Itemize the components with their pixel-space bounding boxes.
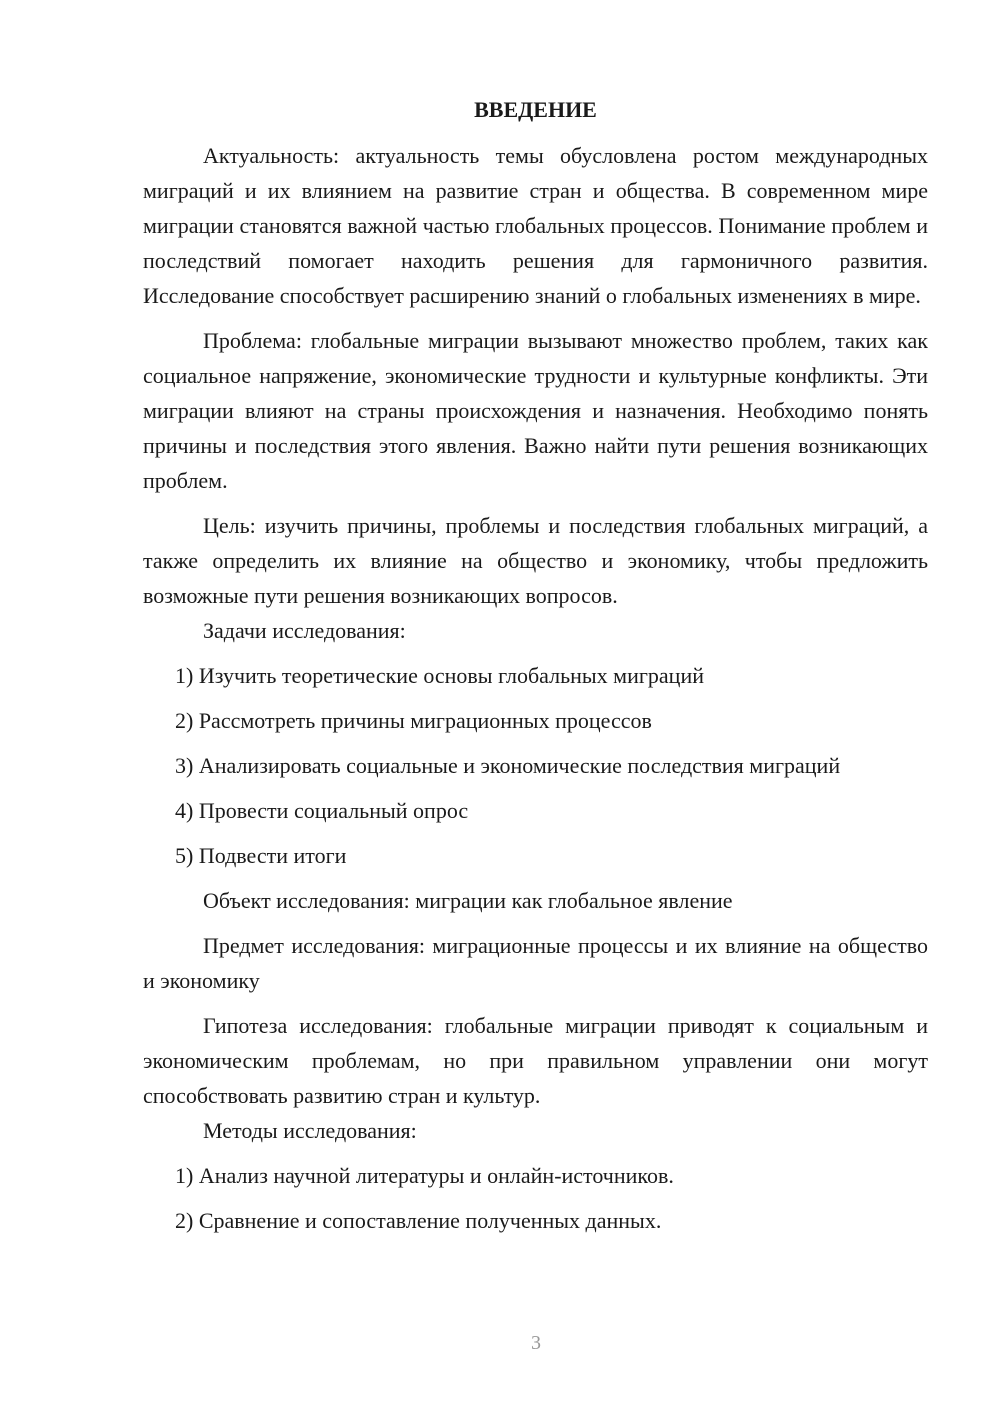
goal-paragraph: Цель: изучить причины, проблемы и последствия глобальных миграций, а также определить их влияние на общество и экономику, чтобы предложить возможные пути решения возникающих вопросов. xyxy=(143,513,928,608)
tasks-list xyxy=(143,658,928,873)
subject-paragraph: Предмет исследования: миграционные процессы и их влияние на общество и экономику xyxy=(143,933,928,993)
list-item: 5) Подвести итоги xyxy=(175,843,347,868)
page-number: 3 xyxy=(531,1332,541,1354)
list-item: 3) Анализировать социальные и экономические последствия миграций xyxy=(175,753,841,778)
methods-list xyxy=(143,1158,928,1238)
hypothesis-paragraph: Гипотеза исследования: глобальные миграции приводят к социальным и экономическим проблемам, но при правильном управлении они могут способствовать развитию стран и культур. xyxy=(143,1013,928,1108)
relevance-paragraph: Актуальность: актуальность темы обусловлена ростом международных миграций и их влиянием на развитие стран и общества. В современном мире миграции становятся важной частью глобальных процессов. Понимание проблем и последствий помогает находить решения для гармоничного развития. Исследование способствует расширению знаний о глобальных изменениях в мире. xyxy=(143,143,928,308)
methods-heading: Методы исследования: xyxy=(203,1118,417,1143)
document-page xyxy=(143,92,928,1238)
list-item: 2) Рассмотреть причины миграционных процессов xyxy=(175,708,652,733)
list-item: 4) Провести социальный опрос xyxy=(175,798,469,823)
list-item: 1) Изучить теоретические основы глобальных миграций xyxy=(175,663,704,688)
list-item: 2) Сравнение и сопоставление полученных данных. xyxy=(175,1208,662,1233)
tasks-heading: Задачи исследования: xyxy=(203,618,406,643)
object-paragraph: Объект исследования: миграции как глобальное явление xyxy=(203,888,733,913)
list-item: 1) Анализ научной литературы и онлайн-источников. xyxy=(175,1163,674,1188)
page-title: ВВЕДЕНИЕ xyxy=(474,97,597,122)
problem-paragraph: Проблема: глобальные миграции вызывают множество проблем, таких как социальное напряжение, экономические трудности и культурные конфликты. Эти миграции влияют на страны происхождения и назначения. Необходимо понять причины и последствия этого явления. Важно найти пути решения возникающих проблем. xyxy=(143,328,928,493)
